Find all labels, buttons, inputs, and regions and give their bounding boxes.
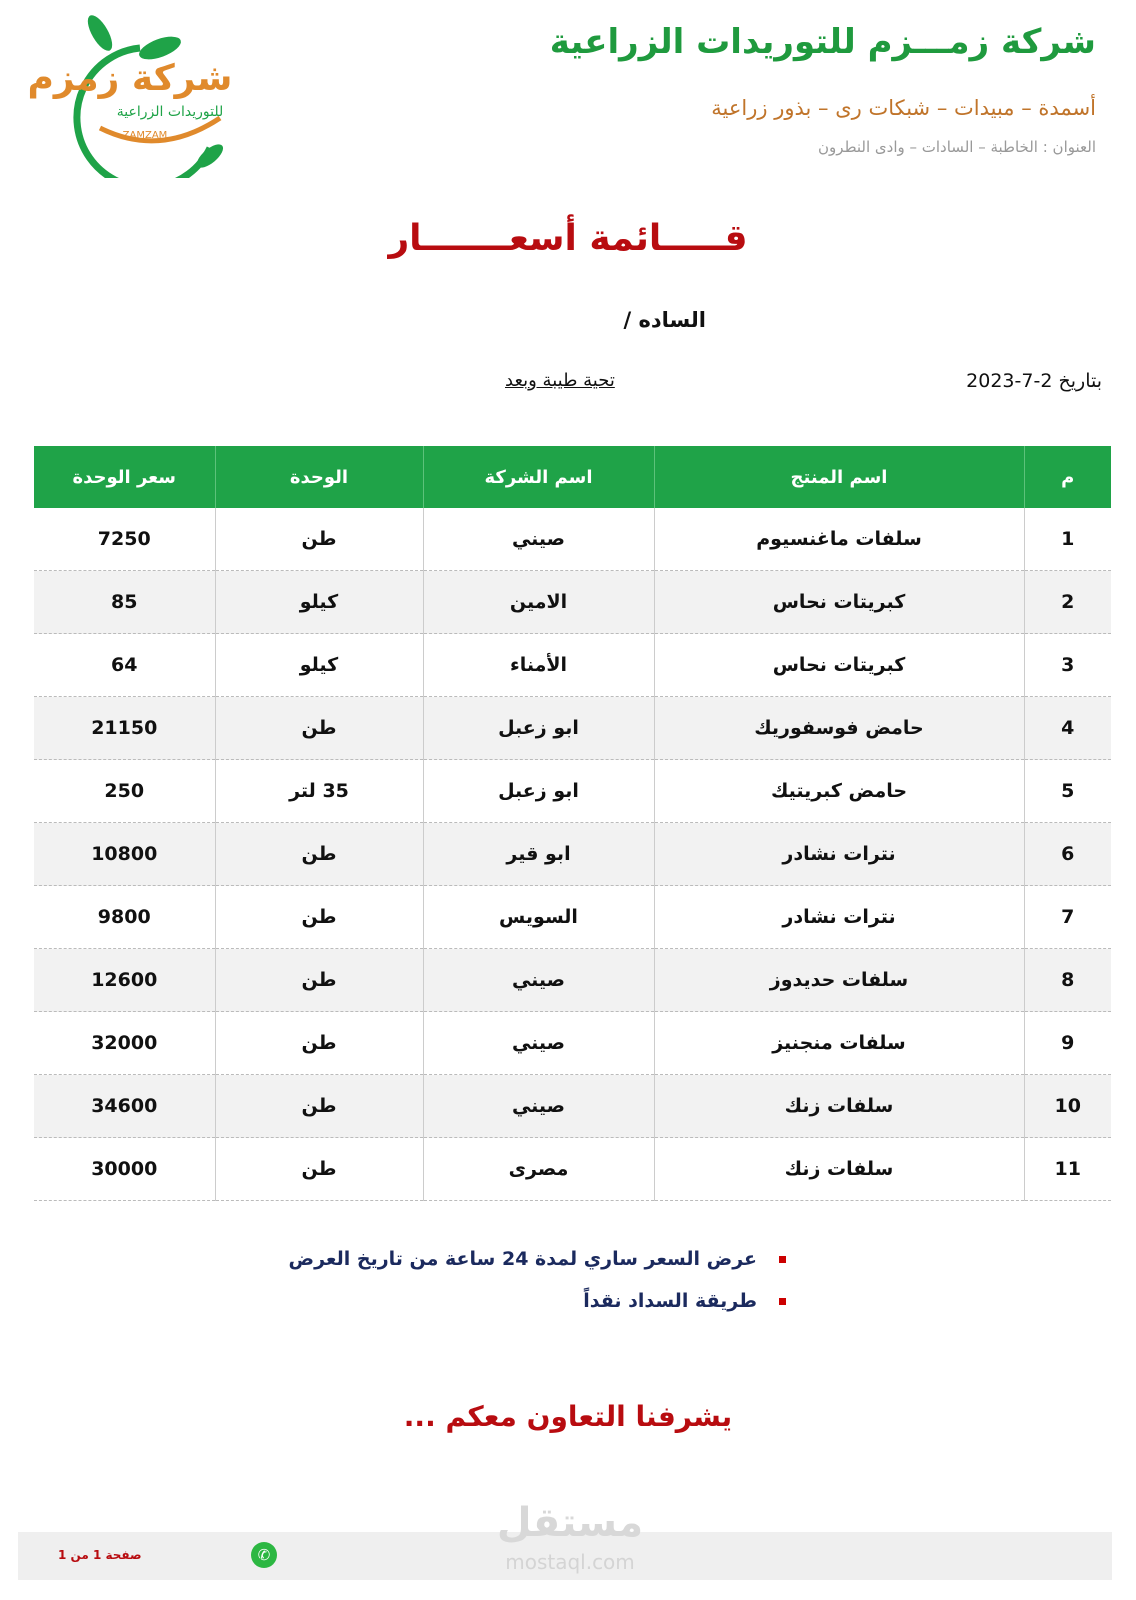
unit-price: 30000 <box>34 1138 215 1201</box>
table-header-row <box>34 446 1111 508</box>
watermark: مستقل <box>496 1500 644 1546</box>
unit: طن <box>215 1138 423 1201</box>
row-index: 11 <box>1024 1138 1111 1201</box>
table-row <box>34 760 1111 823</box>
unit: كيلو <box>215 634 423 697</box>
unit: طن <box>215 1012 423 1075</box>
row-index: 1 <box>1024 508 1111 571</box>
unit-price: 9800 <box>34 886 215 949</box>
column-header-company: اسم الشركة <box>423 446 654 508</box>
unit: طن <box>215 886 423 949</box>
unit: طن <box>215 508 423 571</box>
bullet-icon <box>779 1298 786 1305</box>
product-name: نترات نشادر <box>654 886 1024 949</box>
row-index: 10 <box>1024 1075 1111 1138</box>
price-table <box>34 446 1111 1201</box>
unit-price: 64 <box>34 634 215 697</box>
unit: طن <box>215 697 423 760</box>
company-name: صيني <box>423 1075 654 1138</box>
product-name: سلفات زنك <box>654 1138 1024 1201</box>
watermark-url: mostaql.com <box>505 1550 635 1574</box>
document-date: بتاريخ 2-7-2023 <box>966 370 1102 392</box>
table-row <box>34 1012 1111 1075</box>
unit-price: 7250 <box>34 508 215 571</box>
company-name: ابو قير <box>423 823 654 886</box>
table-row <box>34 508 1111 571</box>
svg-text:شركة زمزم: شركة زمزم <box>27 58 233 99</box>
company-name: صيني <box>423 508 654 571</box>
recipient-label: الساده / <box>623 308 706 332</box>
row-index: 5 <box>1024 760 1111 823</box>
company-name: صيني <box>423 1012 654 1075</box>
row-index: 8 <box>1024 949 1111 1012</box>
row-index: 6 <box>1024 823 1111 886</box>
unit-price: 10800 <box>34 823 215 886</box>
product-name: حامض فوسفوريك <box>654 697 1024 760</box>
unit: 35 لتر <box>215 760 423 823</box>
company-name: صيني <box>423 949 654 1012</box>
svg-text:ZAMZAM: ZAMZAM <box>122 130 168 141</box>
unit: كيلو <box>215 571 423 634</box>
company-services: أسمدة – مبيدات – شبكات رى – بذور زراعية <box>711 96 1096 120</box>
row-index: 7 <box>1024 886 1111 949</box>
unit-price: 21150 <box>34 697 215 760</box>
product-name: كبريتات نحاس <box>654 571 1024 634</box>
note-payment <box>583 1290 786 1312</box>
company-name: ابو زعبل <box>423 697 654 760</box>
table-row <box>34 949 1111 1012</box>
product-name: حامض كبريتيك <box>654 760 1024 823</box>
company-name: الأمناء <box>423 634 654 697</box>
product-name: سلفات منجنيز <box>654 1012 1024 1075</box>
unit-price: 85 <box>34 571 215 634</box>
unit: طن <box>215 823 423 886</box>
column-header-unit: الوحدة <box>215 446 423 508</box>
table-row <box>34 1075 1111 1138</box>
company-name: الامين <box>423 571 654 634</box>
page-number: صفحة 1 من 1 <box>58 1548 142 1562</box>
table-row <box>34 571 1111 634</box>
table-row <box>34 697 1111 760</box>
unit: طن <box>215 949 423 1012</box>
column-header-index: م <box>1024 446 1111 508</box>
company-name: شركة زمـــزم للتوريدات الزراعية <box>549 22 1096 62</box>
company-name: ابو زعبل <box>423 760 654 823</box>
unit-price: 34600 <box>34 1075 215 1138</box>
document-title: قـــــائمة أسعـــــــار <box>388 218 748 259</box>
row-index: 3 <box>1024 634 1111 697</box>
row-index: 2 <box>1024 571 1111 634</box>
table-row <box>34 634 1111 697</box>
column-header-product: اسم المنتج <box>654 446 1024 508</box>
company-name: السويس <box>423 886 654 949</box>
product-name: سلفات حديدوز <box>654 949 1024 1012</box>
column-header-price: سعر الوحدة <box>34 446 215 508</box>
row-index: 9 <box>1024 1012 1111 1075</box>
row-index: 4 <box>1024 697 1111 760</box>
product-name: نترات نشادر <box>654 823 1024 886</box>
table-row <box>34 823 1111 886</box>
product-name: سلفات زنك <box>654 1075 1024 1138</box>
product-name: سلفات ماغنسيوم <box>654 508 1024 571</box>
svg-text:للتوريدات الزراعية: للتوريدات الزراعية <box>116 104 224 120</box>
unit-price: 12600 <box>34 949 215 1012</box>
table-row <box>34 886 1111 949</box>
closing-text: يشرفنا التعاون معكم ... <box>403 1400 733 1433</box>
note-text: طريقة السداد نقداً <box>583 1290 757 1312</box>
company-name: مصرى <box>423 1138 654 1201</box>
note-validity <box>289 1248 786 1270</box>
company-address: العنوان : الخاطبة – السادات – وادى النطرون <box>818 138 1096 156</box>
unit-price: 250 <box>34 760 215 823</box>
table-row <box>34 1138 1111 1201</box>
bullet-icon <box>779 1256 786 1263</box>
unit-price: 32000 <box>34 1012 215 1075</box>
unit: طن <box>215 1075 423 1138</box>
company-logo <box>20 8 250 178</box>
note-text: عرض السعر ساري لمدة 24 ساعة من تاريخ العرض <box>288 1248 757 1270</box>
greeting: تحية طيبة وبعد <box>505 370 615 391</box>
product-name: كبريتات نحاس <box>654 634 1024 697</box>
whatsapp-icon[interactable]: ✆ <box>251 1542 277 1568</box>
